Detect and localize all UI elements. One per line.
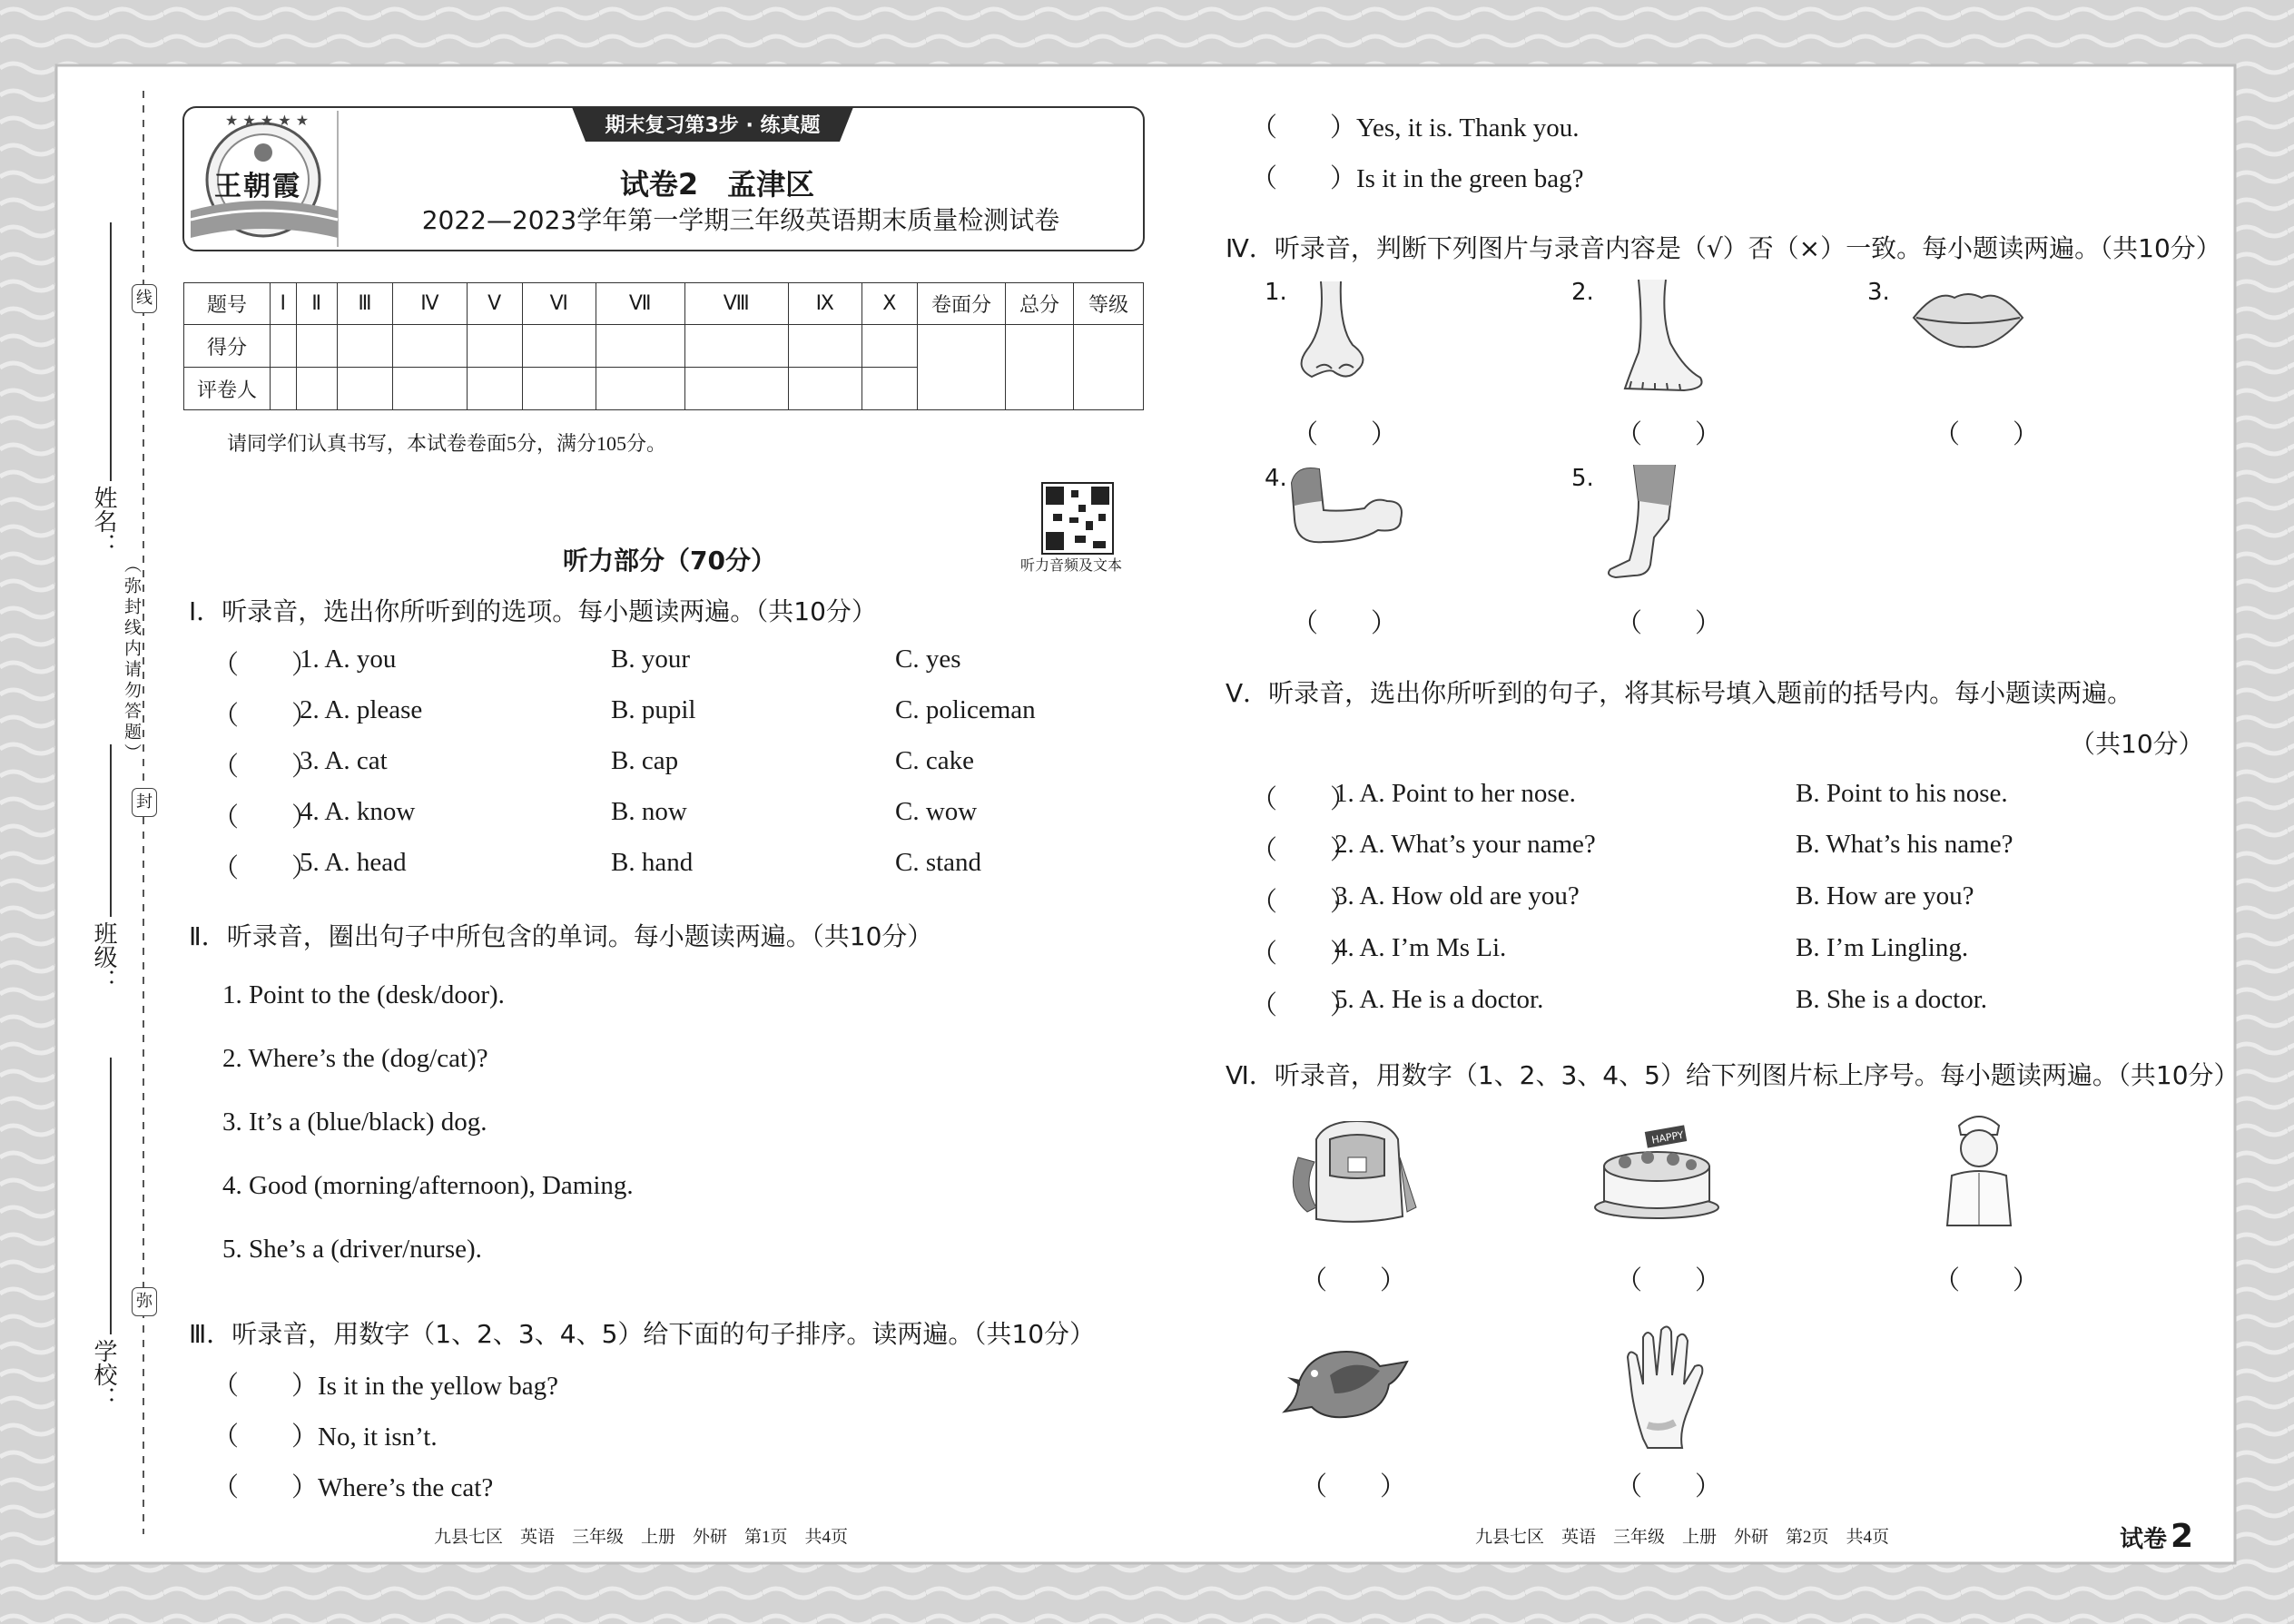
score-cell[interactable] [271,325,297,368]
order-paren[interactable]: （ ） [1616,1472,1722,1501]
section5-score: （共10分） [2070,729,2204,759]
circle-item[interactable]: 2. Where’s the (dog/cat)? [222,1044,488,1073]
score-col-header: 题号 [184,283,271,325]
judge-paren[interactable]: （ ） [1616,609,1722,638]
nose-icon [1285,281,1375,381]
qr-code [1042,483,1113,554]
order-item[interactable]: （ ）Yes, it is. Thank you. [1251,113,1580,143]
answer-paren[interactable]: （ ） [1251,888,1357,917]
hand-icon [1620,1321,1711,1457]
answer-paren[interactable]: （ ） [212,854,319,883]
option-a: 2. A. What’s your name? [1334,830,1596,859]
answer-paren[interactable]: （ ） [1251,940,1357,969]
score-cell[interactable] [467,368,522,410]
option-c: C. stand [895,848,982,877]
option-a: 5. A. He is a doctor. [1334,985,1544,1014]
option-c: C. yes [895,645,961,674]
margin-badge-xian: 线 [132,284,157,313]
arm-icon [1287,465,1414,556]
section6-title: Ⅵ．听录音，用数字（1、2、3、4、5）给下列图片标上序号。每小题读两遍。（共10分） [1226,1060,2240,1090]
exam-note: 请同学们认真书写，本试卷卷面5分，满分105分。 [227,432,667,455]
order-item[interactable]: （ ）Is it in the green bag? [1251,164,1584,193]
score-col-header: Ⅹ [861,283,917,325]
answer-paren[interactable]: （ ） [212,702,319,731]
section2-title: Ⅱ．听录音，圈出句子中所包含的单词。每小题读两遍。（共10分） [189,921,933,951]
judge-paren[interactable]: （ ） [1616,420,1722,449]
score-col-header: Ⅰ [271,283,297,325]
score-cell[interactable] [684,325,788,368]
leg-icon [1598,465,1679,583]
order-paren[interactable]: （ ） [1934,1266,2040,1295]
option-b: B. What’s his name? [1796,830,2013,859]
score-cell[interactable] [596,368,684,410]
score-col-header: 卷面分 [918,283,1006,325]
circle-item[interactable]: 3. It’s a (blue/black) dog. [222,1107,487,1137]
bird-icon [1280,1330,1416,1430]
score-cell[interactable] [467,325,522,368]
score-col-header: Ⅸ [788,283,861,325]
score-cell[interactable] [522,325,596,368]
score-col-header: Ⅳ [393,283,467,325]
qr-caption: 听力音频及文本 [1020,556,1123,574]
picture-number: 4. [1265,465,1287,492]
order-paren[interactable]: （ ） [1301,1266,1407,1295]
option-b: B. I’m Lingling. [1796,933,1969,962]
circle-item[interactable]: 1. Point to the (desk/door). [222,980,505,1009]
cake-text: HAPPY [1650,1128,1685,1147]
option-a: 1. A. you [300,645,397,674]
paper-subtitle: 2022—2023学年第一学期三年级英语期末质量检测试卷 [421,205,1060,235]
answer-paren[interactable]: （ ） [212,651,319,680]
option-a: 2. A. please [300,695,423,724]
answer-paren[interactable]: （ ） [212,753,319,782]
score-cell[interactable] [684,368,788,410]
option-b: B. pupil [611,695,696,724]
mouth-icon [1909,281,2027,354]
section3-title: Ⅲ．听录音，用数字（1、2、3、4、5）给下面的句子排序。读两遍。（共10分） [189,1319,1096,1349]
section5-title: Ⅴ．听录音，选出你所听到的句子，将其标号填入题前的括号内。每小题读两遍。 [1226,678,2133,708]
score-col-header: 总分 [1006,283,1074,325]
judge-paren[interactable]: （ ） [1292,609,1398,638]
score-cell[interactable] [393,368,467,410]
birthday-cake-icon [1593,1121,1720,1221]
order-item[interactable]: （ ）Is it in the yellow bag? [212,1372,558,1401]
option-a: 1. A. Point to her nose. [1334,779,1576,808]
score-table [183,282,1144,410]
svg-text:★ ★ ★ ★ ★: ★ ★ ★ ★ ★ [225,112,310,129]
judge-paren[interactable]: （ ） [1934,420,2040,449]
answer-paren[interactable]: （ ） [1251,836,1357,865]
order-item[interactable]: （ ）No, it isn’t. [212,1422,438,1452]
score-cell[interactable] [788,325,861,368]
option-b: B. hand [611,848,694,877]
score-cell[interactable] [1074,325,1144,410]
answer-paren[interactable]: （ ） [1251,991,1357,1020]
order-paren[interactable]: （ ） [1301,1472,1407,1501]
option-a: 3. A. How old are you? [1334,881,1580,910]
score-col-header: 等级 [1074,283,1144,325]
score-cell[interactable] [596,325,684,368]
order-paren[interactable]: （ ） [1616,1266,1722,1295]
score-cell[interactable] [1006,325,1074,410]
answer-paren[interactable]: （ ） [1251,785,1357,814]
margin-badge-mi: 弥 [132,1287,157,1316]
picture-number: 1. [1265,279,1287,306]
picture-number: 3. [1867,279,1890,306]
option-a: 4. A. know [300,797,416,826]
score-cell[interactable] [337,325,393,368]
score-col-header: Ⅷ [684,283,788,325]
name-label: 姓名： [90,486,117,556]
score-cell[interactable] [788,368,861,410]
foot-icon [1611,280,1720,398]
schoolbag-icon [1289,1121,1421,1225]
option-a: 3. A. cat [300,746,388,775]
circle-item[interactable]: 4. Good (morning/afternoon), Daming. [222,1171,634,1200]
score-col-header: Ⅶ [596,283,684,325]
circle-item[interactable]: 5. She’s a (driver/nurse). [222,1235,482,1264]
score-row-label: 评卷人 [184,368,271,410]
option-b: B. cap [611,746,679,775]
score-cell[interactable] [861,368,917,410]
section4-title: Ⅳ．听录音，判断下列图片与录音内容是（√）否（×）一致。每小题读两遍。（共10分） [1226,233,2221,263]
score-cell[interactable] [337,368,393,410]
option-a: 4. A. I’m Ms Li. [1334,933,1507,962]
score-col-header: Ⅵ [522,283,596,325]
score-row-label: 得分 [184,325,271,368]
option-a: 5. A. head [300,848,407,877]
option-c: C. cake [895,746,974,775]
score-cell[interactable] [296,325,337,368]
school-label: 学校： [90,1339,117,1410]
paper-label [2120,1518,2193,1555]
footer-left: 九县七区 英语 三年级 上册 外研 第1页 共4页 [434,1528,849,1547]
option-c: C. policeman [895,695,1036,724]
listening-title: 听力部分（70分） [563,546,776,576]
score-col-header: Ⅲ [337,283,393,325]
option-b: B. How are you? [1796,881,1974,910]
answer-paren[interactable]: （ ） [212,803,319,832]
logo-text: 王朝霞 [214,171,301,202]
score-cell[interactable] [296,368,337,410]
score-col-header: Ⅴ [467,283,522,325]
picture-number: 5. [1571,465,1594,492]
nurse-icon [1934,1107,2024,1235]
margin-badge-feng: 封 [132,788,157,817]
score-cell[interactable] [393,325,467,368]
option-b: B. your [611,645,690,674]
option-b: B. Point to his nose. [1796,779,2008,808]
paper-number: 2 [2171,1518,2194,1555]
score-cell[interactable] [522,368,596,410]
picture-number: 2. [1571,279,1594,306]
score-cell[interactable] [861,325,917,368]
section1-title: Ⅰ．听录音，选出你所听到的选项。每小题读两遍。（共10分） [189,596,877,626]
header-banner: 期末复习第3步 · 练真题 [605,114,821,137]
judge-paren[interactable]: （ ） [1292,420,1398,449]
margin-warning: （弥封线内请勿答题） [122,556,142,764]
footer-right: 九县七区 英语 三年级 上册 外研 第2页 共4页 [1475,1528,1890,1547]
paper-title: 试卷2 孟津区 [619,167,815,202]
score-col-header: Ⅱ [296,283,337,325]
score-cell[interactable] [271,368,297,410]
option-b: B. She is a doctor. [1796,985,1988,1014]
score-cell[interactable] [918,325,1006,410]
option-b: B. now [611,797,687,826]
order-item[interactable]: （ ）Where’s the cat? [212,1473,494,1502]
option-c: C. wow [895,797,978,826]
paper-label-text: 试卷 [2120,1526,2168,1553]
class-label: 班级： [90,921,117,992]
